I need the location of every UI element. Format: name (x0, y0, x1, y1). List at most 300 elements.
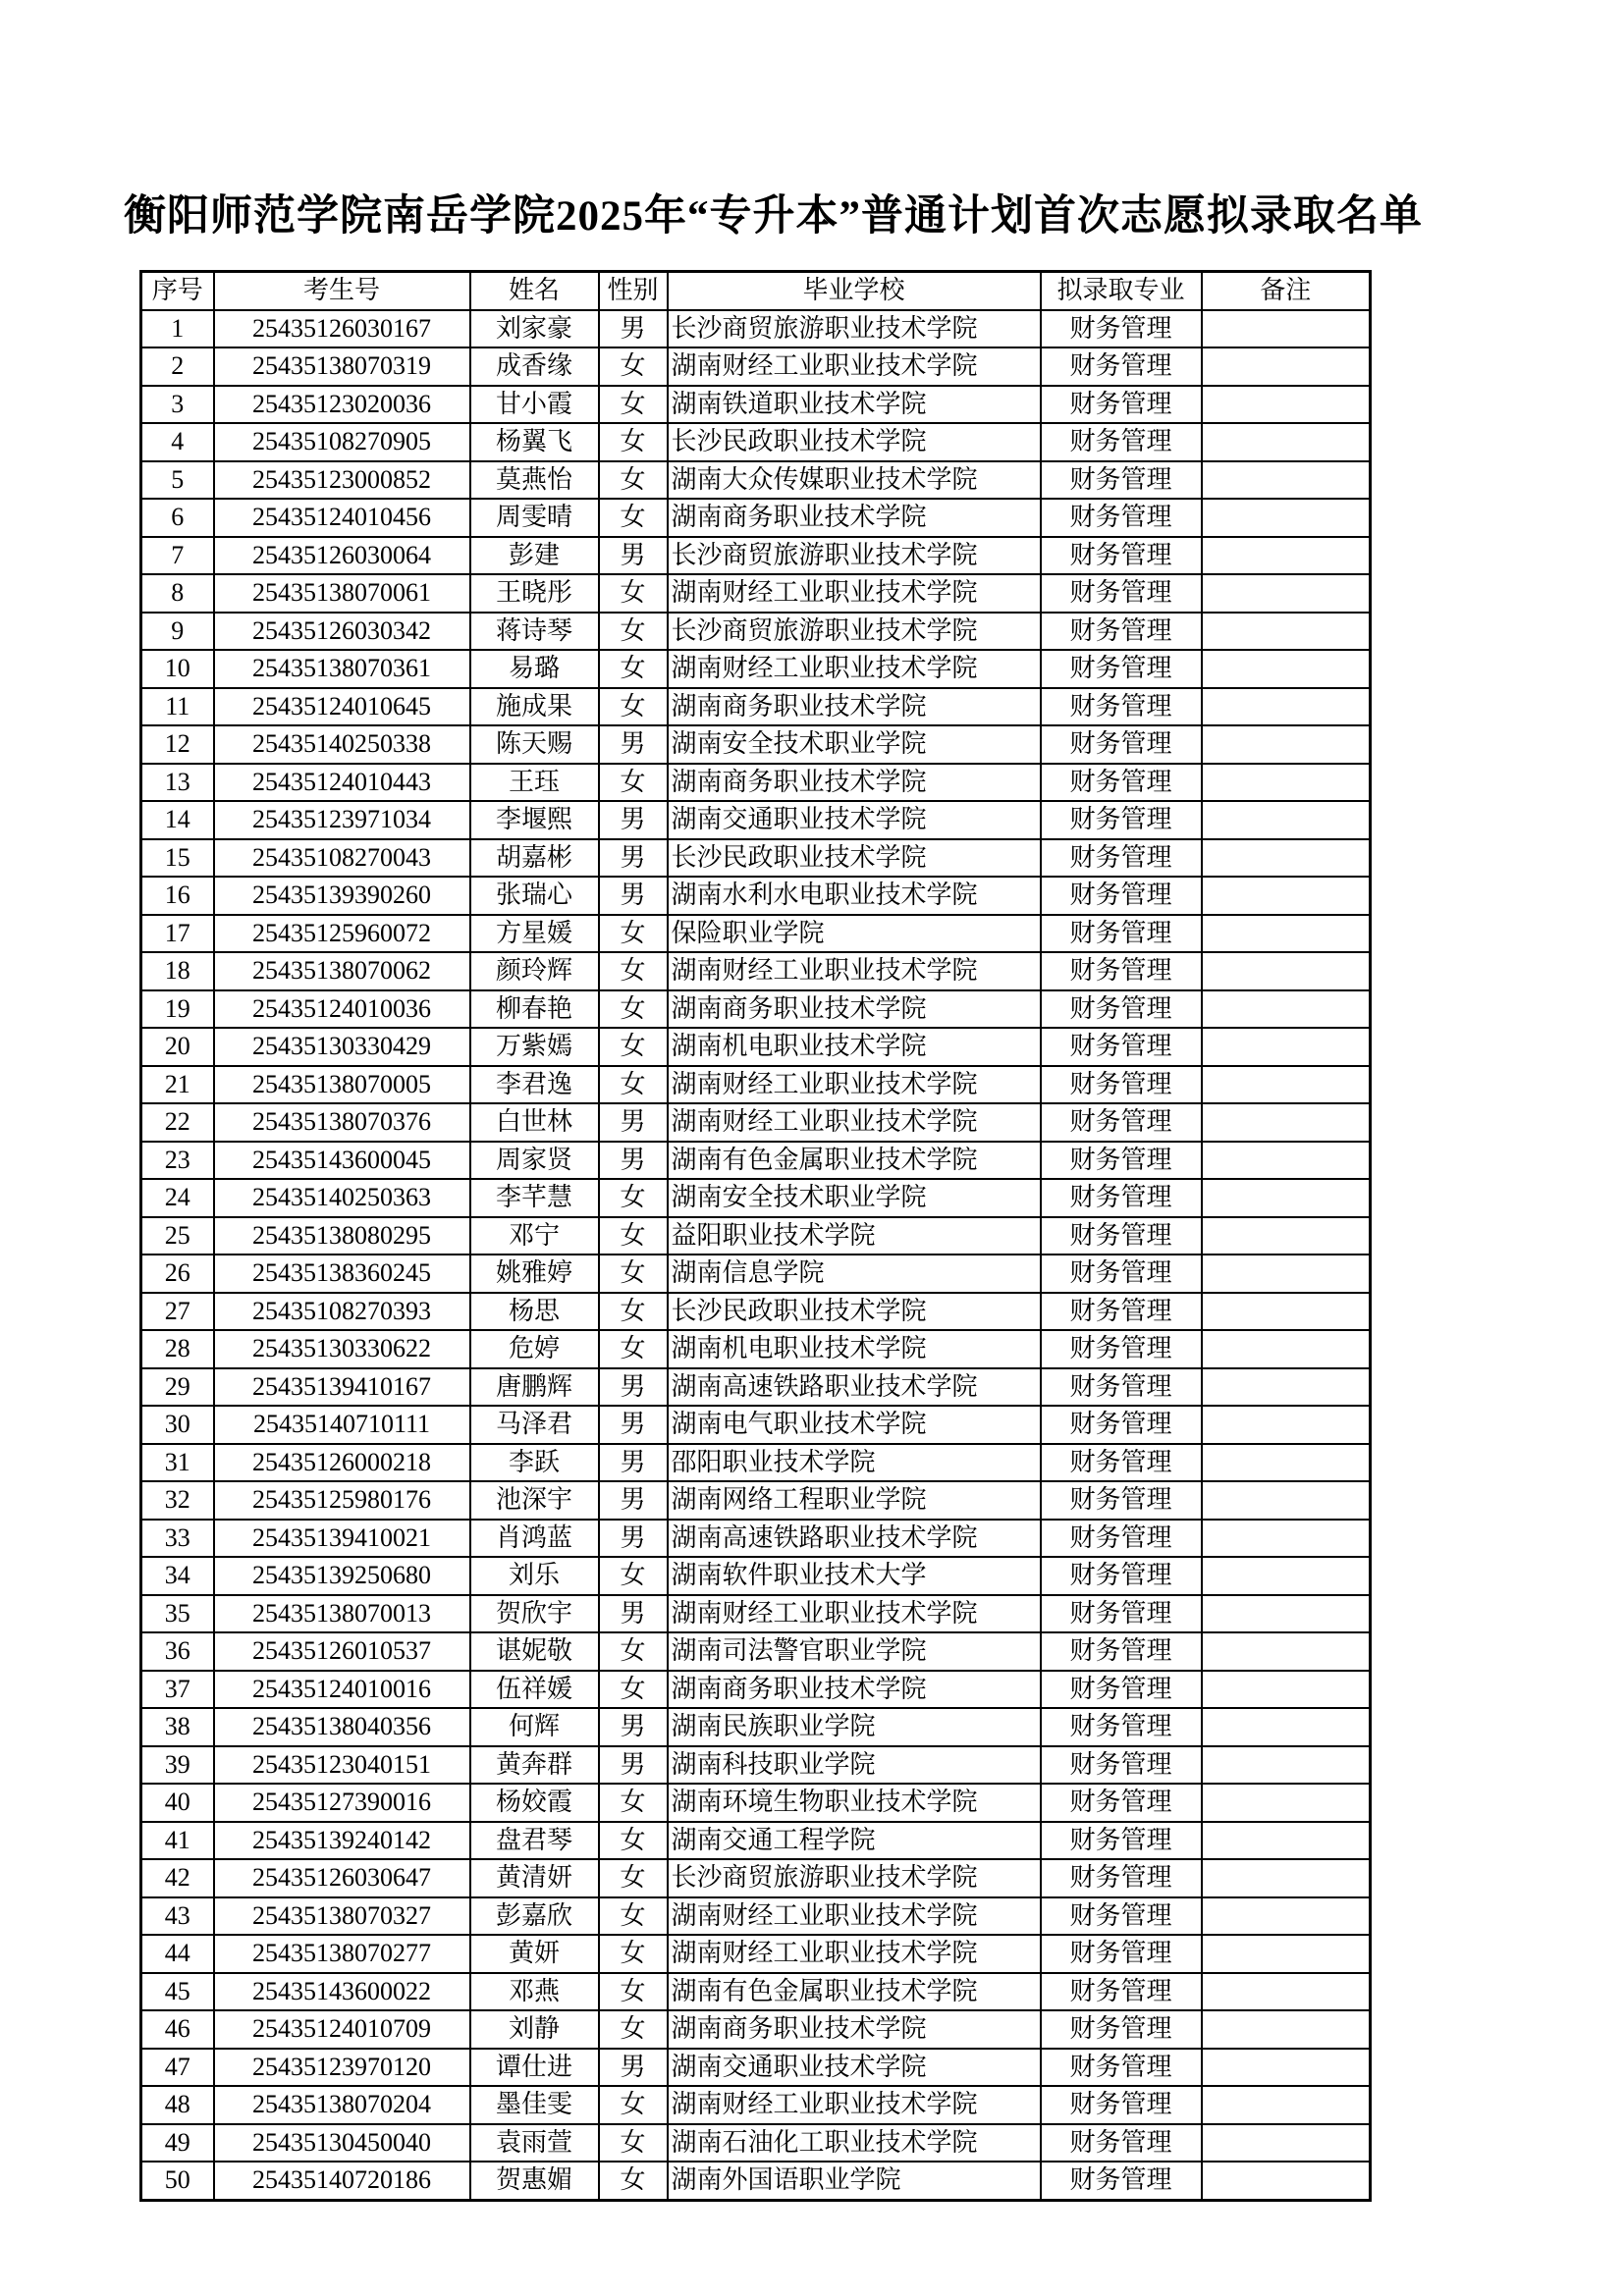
cell-candidate-id: 25435138070376 (214, 1103, 470, 1142)
cell-name: 池深宇 (470, 1481, 599, 1520)
cell-row-number: 3 (141, 386, 214, 424)
cell-remark (1202, 613, 1371, 651)
cell-row-number: 7 (141, 537, 214, 575)
cell-candidate-id: 25435130330622 (214, 1330, 470, 1368)
cell-candidate-id: 25435126030342 (214, 613, 470, 651)
cell-remark (1202, 423, 1371, 461)
cell-row-number: 14 (141, 801, 214, 839)
cell-school: 湖南财经工业职业技术学院 (668, 1595, 1041, 1633)
cell-name: 唐鹏辉 (470, 1368, 599, 1407)
cell-row-number: 38 (141, 1708, 214, 1746)
cell-candidate-id: 25435140710111 (214, 1406, 470, 1444)
cell-row-number: 8 (141, 574, 214, 613)
cell-gender: 男 (599, 1103, 668, 1142)
cell-school: 湖南安全技术职业学院 (668, 1179, 1041, 1217)
cell-name: 何辉 (470, 1708, 599, 1746)
cell-gender: 男 (599, 1444, 668, 1482)
cell-name: 邓燕 (470, 1973, 599, 2011)
cell-name: 陈天赐 (470, 725, 599, 764)
table-row (141, 1595, 1371, 1633)
cell-name: 危婷 (470, 1330, 599, 1368)
cell-name: 袁雨萱 (470, 2124, 599, 2163)
cell-major: 财务管理 (1041, 1520, 1202, 1558)
cell-gender: 女 (599, 386, 668, 424)
cell-name: 张瑞心 (470, 877, 599, 915)
cell-gender: 男 (599, 1406, 668, 1444)
cell-row-number: 1 (141, 310, 214, 348)
cell-remark (1202, 801, 1371, 839)
cell-name: 盘君琴 (470, 1822, 599, 1860)
table-row (141, 537, 1371, 575)
cell-remark (1202, 1784, 1371, 1822)
cell-school: 湖南民族职业学院 (668, 1708, 1041, 1746)
cell-name: 谭仕进 (470, 2049, 599, 2087)
cell-remark (1202, 347, 1371, 386)
cell-remark (1202, 574, 1371, 613)
cell-name: 李堰熙 (470, 801, 599, 839)
cell-remark (1202, 1557, 1371, 1595)
cell-remark (1202, 1406, 1371, 1444)
table-row (141, 1708, 1371, 1746)
table-row (141, 801, 1371, 839)
cell-candidate-id: 25435139410167 (214, 1368, 470, 1407)
cell-candidate-id: 25435108270393 (214, 1293, 470, 1331)
cell-remark (1202, 461, 1371, 500)
cell-candidate-id: 25435125980176 (214, 1481, 470, 1520)
cell-gender: 男 (599, 1142, 668, 1180)
cell-candidate-id: 25435138070319 (214, 347, 470, 386)
cell-school: 湖南财经工业职业技术学院 (668, 1897, 1041, 1936)
cell-gender: 男 (599, 1708, 668, 1746)
cell-major: 财务管理 (1041, 650, 1202, 688)
cell-row-number: 23 (141, 1142, 214, 1180)
cell-row-number: 45 (141, 1973, 214, 2011)
cell-school: 湖南石油化工职业技术学院 (668, 2124, 1041, 2163)
cell-major: 财务管理 (1041, 1557, 1202, 1595)
cell-school: 湖南交通职业技术学院 (668, 801, 1041, 839)
cell-candidate-id: 25435108270043 (214, 839, 470, 878)
cell-remark (1202, 2124, 1371, 2163)
cell-remark (1202, 1973, 1371, 2011)
cell-candidate-id: 25435140250338 (214, 725, 470, 764)
cell-remark (1202, 1444, 1371, 1482)
cell-row-number: 28 (141, 1330, 214, 1368)
table-row (141, 2010, 1371, 2049)
cell-school: 湖南水利水电职业技术学院 (668, 877, 1041, 915)
cell-major: 财务管理 (1041, 801, 1202, 839)
cell-gender: 女 (599, 915, 668, 953)
cell-gender: 女 (599, 1784, 668, 1822)
cell-gender: 男 (599, 310, 668, 348)
cell-candidate-id: 25435124010456 (214, 499, 470, 537)
cell-name: 成香缘 (470, 347, 599, 386)
cell-major: 财务管理 (1041, 2086, 1202, 2124)
table-row (141, 1671, 1371, 1709)
table-row (141, 2049, 1371, 2087)
cell-row-number: 25 (141, 1217, 214, 1255)
cell-major: 财务管理 (1041, 1444, 1202, 1482)
table-row (141, 2124, 1371, 2163)
cell-gender: 男 (599, 877, 668, 915)
cell-gender: 女 (599, 1632, 668, 1671)
table-row (141, 1217, 1371, 1255)
cell-remark (1202, 1520, 1371, 1558)
cell-name: 彭建 (470, 537, 599, 575)
cell-major: 财务管理 (1041, 1784, 1202, 1822)
cell-remark (1202, 1330, 1371, 1368)
cell-gender: 男 (599, 2049, 668, 2087)
cell-major: 财务管理 (1041, 725, 1202, 764)
cell-major: 财务管理 (1041, 1671, 1202, 1709)
cell-gender: 女 (599, 499, 668, 537)
cell-name: 莫燕怡 (470, 461, 599, 500)
cell-gender: 女 (599, 1822, 668, 1860)
cell-name: 万紫嫣 (470, 1028, 599, 1066)
cell-school: 湖南有色金属职业技术学院 (668, 1973, 1041, 2011)
cell-gender: 男 (599, 537, 668, 575)
table-row (141, 1368, 1371, 1407)
cell-candidate-id: 25435127390016 (214, 1784, 470, 1822)
cell-row-number: 11 (141, 688, 214, 726)
cell-name: 姚雅婷 (470, 1255, 599, 1293)
cell-remark (1202, 1859, 1371, 1897)
cell-major: 财务管理 (1041, 1935, 1202, 1973)
cell-remark (1202, 1632, 1371, 1671)
cell-name: 黄奔群 (470, 1746, 599, 1785)
cell-row-number: 13 (141, 764, 214, 802)
cell-gender: 女 (599, 423, 668, 461)
cell-major: 财务管理 (1041, 1103, 1202, 1142)
cell-school: 湖南商务职业技术学院 (668, 1671, 1041, 1709)
cell-school: 湖南财经工业职业技术学院 (668, 574, 1041, 613)
cell-major: 财务管理 (1041, 1708, 1202, 1746)
cell-name: 方星媛 (470, 915, 599, 953)
cell-major: 财务管理 (1041, 1973, 1202, 2011)
cell-remark (1202, 1708, 1371, 1746)
table-row (141, 2162, 1371, 2200)
cell-row-number: 16 (141, 877, 214, 915)
table-row (141, 1632, 1371, 1671)
cell-gender: 男 (599, 725, 668, 764)
cell-school: 湖南商务职业技术学院 (668, 499, 1041, 537)
column-header-gender: 性别 (599, 272, 668, 310)
cell-gender: 女 (599, 650, 668, 688)
column-header-remark: 备注 (1202, 272, 1371, 310)
cell-school: 湖南机电职业技术学院 (668, 1330, 1041, 1368)
cell-row-number: 10 (141, 650, 214, 688)
cell-gender: 男 (599, 1368, 668, 1407)
cell-school: 湖南商务职业技术学院 (668, 990, 1041, 1029)
cell-gender: 女 (599, 688, 668, 726)
cell-remark (1202, 952, 1371, 990)
table-row (141, 1028, 1371, 1066)
table-row (141, 461, 1371, 500)
cell-gender: 女 (599, 1293, 668, 1331)
cell-gender: 女 (599, 347, 668, 386)
cell-candidate-id: 25435124010443 (214, 764, 470, 802)
cell-row-number: 22 (141, 1103, 214, 1142)
table-row (141, 310, 1371, 348)
cell-name: 马泽君 (470, 1406, 599, 1444)
cell-name: 甘小霞 (470, 386, 599, 424)
cell-school: 湖南财经工业职业技术学院 (668, 952, 1041, 990)
table-row (141, 952, 1371, 990)
cell-name: 谌妮敬 (470, 1632, 599, 1671)
cell-candidate-id: 25435130330429 (214, 1028, 470, 1066)
cell-major: 财务管理 (1041, 613, 1202, 651)
cell-major: 财务管理 (1041, 1859, 1202, 1897)
table-row (141, 1406, 1371, 1444)
cell-remark (1202, 1935, 1371, 1973)
cell-remark (1202, 1897, 1371, 1936)
column-header-row-number: 序号 (141, 272, 214, 310)
cell-remark (1202, 499, 1371, 537)
table-row (141, 650, 1371, 688)
cell-row-number: 48 (141, 2086, 214, 2124)
cell-row-number: 41 (141, 1822, 214, 1860)
cell-row-number: 44 (141, 1935, 214, 1973)
cell-row-number: 18 (141, 952, 214, 990)
cell-school: 湖南商务职业技术学院 (668, 2010, 1041, 2049)
cell-major: 财务管理 (1041, 764, 1202, 802)
table-row (141, 1784, 1371, 1822)
cell-gender: 男 (599, 1481, 668, 1520)
cell-row-number: 40 (141, 1784, 214, 1822)
cell-school: 湖南机电职业技术学院 (668, 1028, 1041, 1066)
cell-row-number: 34 (141, 1557, 214, 1595)
cell-row-number: 24 (141, 1179, 214, 1217)
table-row (141, 877, 1371, 915)
cell-row-number: 35 (141, 1595, 214, 1633)
admission-table (139, 270, 1372, 2202)
cell-gender: 男 (599, 1520, 668, 1558)
cell-name: 白世林 (470, 1103, 599, 1142)
cell-remark (1202, 2049, 1371, 2087)
cell-major: 财务管理 (1041, 386, 1202, 424)
cell-name: 李君逸 (470, 1066, 599, 1104)
table-row (141, 764, 1371, 802)
cell-name: 蒋诗琴 (470, 613, 599, 651)
cell-candidate-id: 25435108270905 (214, 423, 470, 461)
table-row (141, 990, 1371, 1029)
cell-row-number: 20 (141, 1028, 214, 1066)
cell-name: 周家贤 (470, 1142, 599, 1180)
table-row (141, 1520, 1371, 1558)
cell-remark (1202, 537, 1371, 575)
cell-gender: 女 (599, 1066, 668, 1104)
cell-school: 湖南财经工业职业技术学院 (668, 1066, 1041, 1104)
cell-school: 湖南财经工业职业技术学院 (668, 1935, 1041, 1973)
cell-major: 财务管理 (1041, 1368, 1202, 1407)
cell-candidate-id: 25435124010036 (214, 990, 470, 1029)
table-row (141, 915, 1371, 953)
cell-major: 财务管理 (1041, 537, 1202, 575)
cell-candidate-id: 25435126030167 (214, 310, 470, 348)
cell-name: 贺欣宇 (470, 1595, 599, 1633)
cell-row-number: 4 (141, 423, 214, 461)
cell-row-number: 12 (141, 725, 214, 764)
cell-major: 财务管理 (1041, 310, 1202, 348)
cell-remark (1202, 1822, 1371, 1860)
cell-school: 益阳职业技术学院 (668, 1217, 1041, 1255)
cell-school: 长沙民政职业技术学院 (668, 1293, 1041, 1331)
cell-name: 肖鸿蓝 (470, 1520, 599, 1558)
cell-candidate-id: 25435123020036 (214, 386, 470, 424)
cell-school: 湖南安全技术职业学院 (668, 725, 1041, 764)
cell-name: 李跃 (470, 1444, 599, 1482)
cell-candidate-id: 25435138070204 (214, 2086, 470, 2124)
cell-school: 湖南财经工业职业技术学院 (668, 2086, 1041, 2124)
cell-school: 湖南外国语职业学院 (668, 2162, 1041, 2200)
table-body (141, 310, 1371, 2201)
cell-name: 杨翼飞 (470, 423, 599, 461)
cell-school: 湖南财经工业职业技术学院 (668, 650, 1041, 688)
cell-major: 财务管理 (1041, 952, 1202, 990)
cell-school: 邵阳职业技术学院 (668, 1444, 1041, 1482)
cell-row-number: 43 (141, 1897, 214, 1936)
column-header-name: 姓名 (470, 272, 599, 310)
cell-major: 财务管理 (1041, 499, 1202, 537)
cell-remark (1202, 1293, 1371, 1331)
table-row (141, 839, 1371, 878)
cell-gender: 女 (599, 1028, 668, 1066)
cell-gender: 女 (599, 952, 668, 990)
cell-school: 湖南大众传媒职业技术学院 (668, 461, 1041, 500)
table-row (141, 1103, 1371, 1142)
cell-major: 财务管理 (1041, 1066, 1202, 1104)
cell-name: 黄妍 (470, 1935, 599, 1973)
cell-row-number: 26 (141, 1255, 214, 1293)
cell-major: 财务管理 (1041, 1330, 1202, 1368)
cell-major: 财务管理 (1041, 1028, 1202, 1066)
cell-name: 刘静 (470, 2010, 599, 2049)
cell-name: 黄清妍 (470, 1859, 599, 1897)
cell-gender: 男 (599, 1595, 668, 1633)
cell-row-number: 21 (141, 1066, 214, 1104)
cell-candidate-id: 25435124010016 (214, 1671, 470, 1709)
cell-name: 周雯晴 (470, 499, 599, 537)
cell-major: 财务管理 (1041, 347, 1202, 386)
cell-candidate-id: 25435138070013 (214, 1595, 470, 1633)
cell-remark (1202, 1028, 1371, 1066)
table-row (141, 386, 1371, 424)
cell-school: 湖南软件职业技术大学 (668, 1557, 1041, 1595)
cell-major: 财务管理 (1041, 1481, 1202, 1520)
cell-candidate-id: 25435126030647 (214, 1859, 470, 1897)
cell-school: 湖南财经工业职业技术学院 (668, 1103, 1041, 1142)
cell-remark (1202, 877, 1371, 915)
cell-remark (1202, 1179, 1371, 1217)
cell-gender: 男 (599, 839, 668, 878)
cell-school: 湖南环境生物职业技术学院 (668, 1784, 1041, 1822)
cell-major: 财务管理 (1041, 688, 1202, 726)
cell-name: 易璐 (470, 650, 599, 688)
table-row (141, 2086, 1371, 2124)
cell-candidate-id: 25435139250680 (214, 1557, 470, 1595)
cell-remark (1202, 1368, 1371, 1407)
cell-school: 湖南科技职业学院 (668, 1746, 1041, 1785)
cell-gender: 女 (599, 1973, 668, 2011)
cell-school: 湖南有色金属职业技术学院 (668, 1142, 1041, 1180)
cell-candidate-id: 25435138070061 (214, 574, 470, 613)
cell-remark (1202, 650, 1371, 688)
cell-candidate-id: 25435139390260 (214, 877, 470, 915)
cell-school: 湖南铁道职业技术学院 (668, 386, 1041, 424)
cell-gender: 女 (599, 2162, 668, 2200)
cell-name: 杨思 (470, 1293, 599, 1331)
cell-remark (1202, 990, 1371, 1029)
cell-name: 邓宁 (470, 1217, 599, 1255)
cell-candidate-id: 25435140250363 (214, 1179, 470, 1217)
cell-name: 李芊慧 (470, 1179, 599, 1217)
cell-gender: 女 (599, 764, 668, 802)
cell-gender: 女 (599, 1897, 668, 1936)
cell-candidate-id: 25435143600022 (214, 1973, 470, 2011)
cell-remark (1202, 1671, 1371, 1709)
cell-candidate-id: 25435124010645 (214, 688, 470, 726)
table-row (141, 1142, 1371, 1180)
cell-candidate-id: 25435138070327 (214, 1897, 470, 1936)
table-row (141, 1746, 1371, 1785)
cell-gender: 女 (599, 613, 668, 651)
cell-row-number: 6 (141, 499, 214, 537)
table-row (141, 1859, 1371, 1897)
cell-name: 柳春艳 (470, 990, 599, 1029)
cell-remark (1202, 1595, 1371, 1633)
cell-major: 财务管理 (1041, 1897, 1202, 1936)
cell-row-number: 32 (141, 1481, 214, 1520)
cell-school: 湖南高速铁路职业技术学院 (668, 1368, 1041, 1407)
cell-candidate-id: 25435138040356 (214, 1708, 470, 1746)
table-header-row (141, 272, 1371, 310)
cell-candidate-id: 25435126010537 (214, 1632, 470, 1671)
cell-gender: 女 (599, 1557, 668, 1595)
cell-gender: 女 (599, 1255, 668, 1293)
cell-candidate-id: 25435138070005 (214, 1066, 470, 1104)
cell-row-number: 17 (141, 915, 214, 953)
cell-row-number: 33 (141, 1520, 214, 1558)
cell-candidate-id: 25435138070277 (214, 1935, 470, 1973)
table-row (141, 725, 1371, 764)
cell-name: 杨姣霞 (470, 1784, 599, 1822)
cell-major: 财务管理 (1041, 2010, 1202, 2049)
cell-major: 财务管理 (1041, 1217, 1202, 1255)
cell-remark (1202, 1255, 1371, 1293)
cell-school: 长沙商贸旅游职业技术学院 (668, 613, 1041, 651)
cell-school: 湖南交通职业技术学院 (668, 2049, 1041, 2087)
cell-major: 财务管理 (1041, 1255, 1202, 1293)
cell-row-number: 2 (141, 347, 214, 386)
cell-candidate-id: 25435138070361 (214, 650, 470, 688)
table-row (141, 688, 1371, 726)
cell-name: 彭嘉欣 (470, 1897, 599, 1936)
cell-major: 财务管理 (1041, 1746, 1202, 1785)
cell-major: 财务管理 (1041, 1822, 1202, 1860)
cell-remark (1202, 1217, 1371, 1255)
cell-remark (1202, 1142, 1371, 1180)
cell-school: 湖南财经工业职业技术学院 (668, 347, 1041, 386)
cell-candidate-id: 25435123971034 (214, 801, 470, 839)
cell-row-number: 50 (141, 2162, 214, 2200)
cell-gender: 男 (599, 1746, 668, 1785)
cell-row-number: 19 (141, 990, 214, 1029)
cell-major: 财务管理 (1041, 839, 1202, 878)
table-row (141, 1444, 1371, 1482)
cell-school: 长沙民政职业技术学院 (668, 839, 1041, 878)
cell-school: 长沙商贸旅游职业技术学院 (668, 537, 1041, 575)
cell-gender: 女 (599, 1217, 668, 1255)
cell-gender: 女 (599, 1935, 668, 1973)
